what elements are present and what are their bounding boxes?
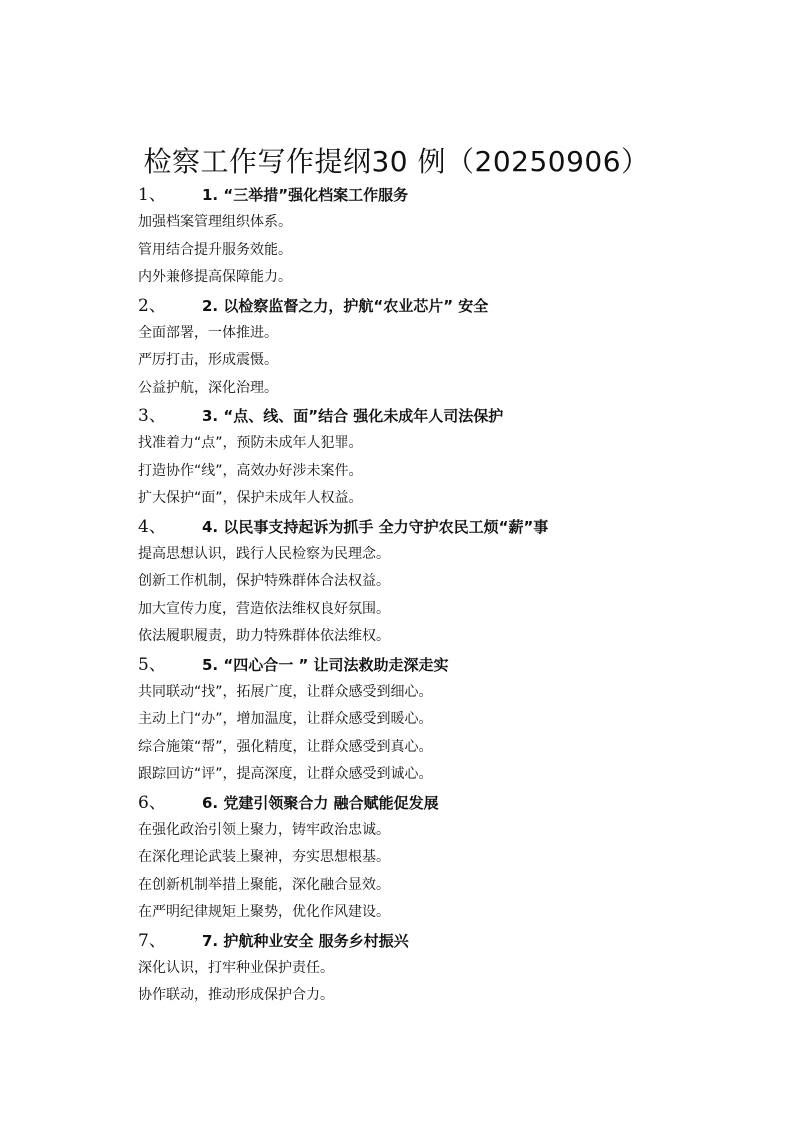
list-item: 在严明纪律规矩上聚势，优化作风建设。: [138, 904, 390, 920]
section-title: 5. “四心合一 ” 让司法救助走深走实: [202, 655, 449, 674]
section-heading: [138, 513, 738, 541]
section-1: [138, 181, 738, 292]
list-item: 加大宣传力度，营造依法维权良好氛围。: [138, 600, 390, 617]
list-item: 依法履职履责，助力特殊群体依法维权。: [138, 628, 390, 644]
list-item: 在创新机制举措上聚能，深化融合显效。: [138, 876, 390, 893]
list-item: 公益护航，深化治理。: [138, 379, 278, 396]
section-number: 1、: [138, 185, 166, 205]
section-number: 6、: [138, 792, 166, 813]
list-item: 深化认识，打牢种业保护责任。: [138, 959, 334, 976]
section-number: 7、: [138, 930, 166, 951]
section-number: 4、: [138, 516, 166, 537]
list-item: 提高思想认识，践行人民检察为民理念。: [138, 545, 390, 562]
list-item: 在强化政治引领上聚力，铸牢政治忠诚。: [138, 821, 390, 838]
section-heading: [138, 402, 738, 430]
section-title: 4. 以民事支持起诉为抓手 全力守护农民工烦“薪”事: [202, 517, 549, 536]
section-2: [138, 292, 738, 403]
section-heading: [138, 789, 738, 817]
section-title: 3. “点、线、面”结合 强化未成年人司法保护: [202, 407, 504, 425]
list-item: 共同联动“找”，拓展广度，让群众感受到细心。: [138, 683, 433, 700]
list-item: 管用结合提升服务效能。: [138, 241, 292, 258]
section-title: 7. 护航种业安全 服务乡村振兴: [202, 931, 409, 950]
list-item: 综合施策“帮”，强化精度，让群众感受到真心。: [138, 738, 433, 755]
list-item: 内外兼修提高保障能力。: [138, 269, 292, 285]
list-item: 找准着力“点”，预防未成年人犯罪。: [138, 435, 363, 451]
list-item: 跟踪回访“评”，提高深度，让群众感受到诚心。: [138, 766, 433, 782]
list-item: 在深化理论武装上聚神，夯实思想根基。: [138, 849, 390, 865]
section-4: [138, 513, 738, 651]
section-6: [138, 789, 738, 927]
list-item: 创新工作机制，保护特殊群体合法权益。: [138, 573, 390, 589]
document-title: 检察工作写作提纲30 例（20250906）: [143, 145, 650, 178]
section-heading: [138, 651, 738, 679]
list-item: 加强档案管理组织体系。: [138, 214, 292, 230]
list-item: 严厉打击，形成震慑。: [138, 352, 278, 368]
list-item: 协作联动，推动形成保护合力。: [138, 987, 334, 1003]
section-title: 2. 以检察监督之力，护航“农业芯片” 安全: [202, 296, 489, 315]
document-body: [138, 181, 738, 1010]
list-item: 打造协作“线”，高效办好涉未案件。: [138, 462, 363, 479]
list-item: 扩大保护“面”，保护未成年人权益。: [138, 490, 363, 506]
section-3: [138, 402, 738, 513]
section-number: 5、: [138, 654, 166, 675]
section-heading: [138, 927, 738, 955]
section-heading: [138, 181, 738, 209]
section-title: 1. “三举措”强化档案工作服务: [202, 186, 409, 204]
section-title: 6. 党建引领聚合力 融合赋能促发展: [202, 793, 439, 812]
list-item: 主动上门“办”，增加温度，让群众感受到暖心。: [138, 711, 433, 727]
list-item: 全面部署，一体推进。: [138, 324, 278, 341]
section-5: [138, 651, 738, 789]
section-number: 2、: [138, 295, 166, 316]
section-heading: [138, 292, 738, 320]
section-number: 3、: [138, 406, 166, 426]
section-7: [138, 927, 738, 1010]
